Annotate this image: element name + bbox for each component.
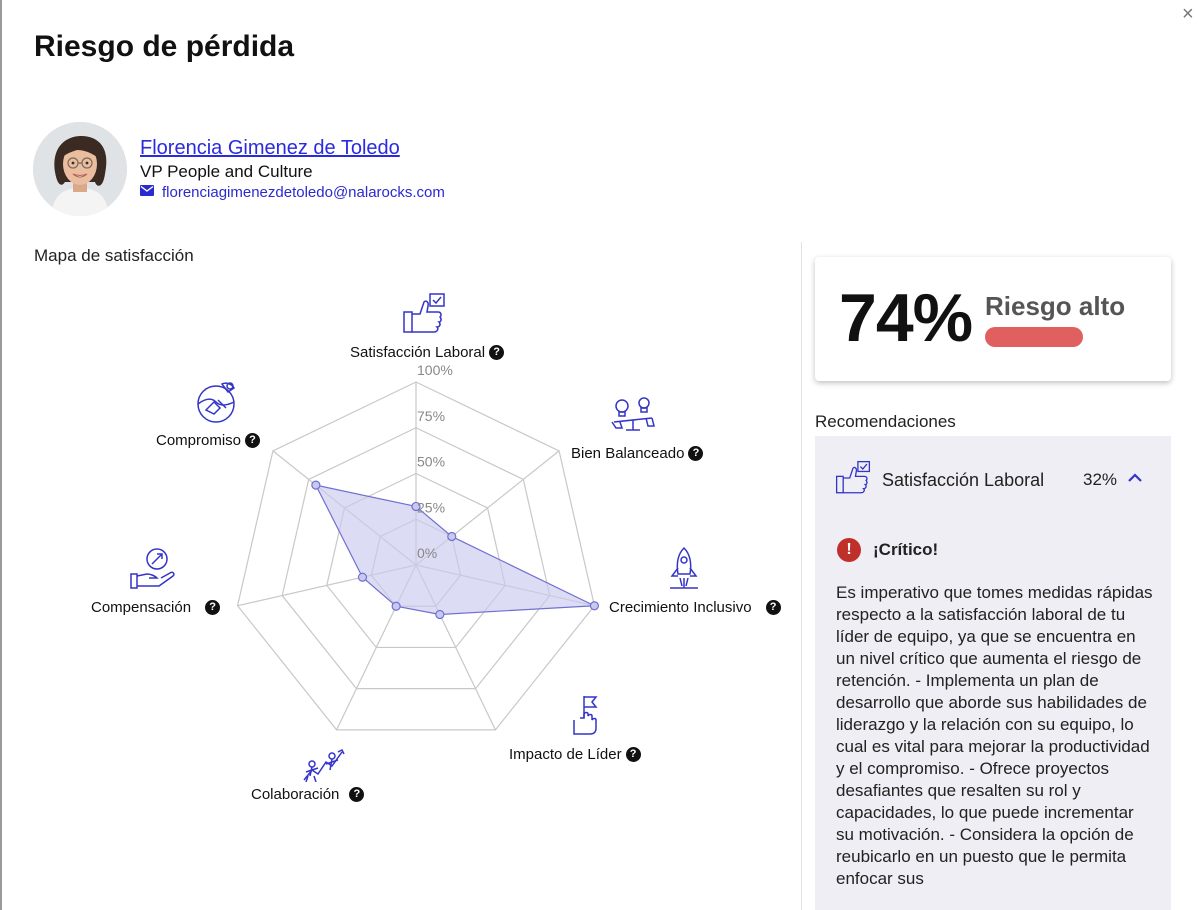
severity-row	[837, 538, 938, 562]
radar-data-point	[448, 532, 456, 540]
hand-flag-icon	[566, 694, 602, 743]
rocket-icon	[668, 546, 700, 595]
radar-scale-label: 100%	[417, 362, 453, 378]
hand-coin-icon	[129, 546, 177, 595]
axis-label-compromiso	[156, 432, 260, 449]
axis-label-text: Compensación	[91, 599, 192, 616]
recommendations-title: Recomendaciones	[815, 412, 956, 431]
radar-data-point	[392, 602, 400, 610]
radar-data-point	[312, 481, 320, 489]
risk-score-card	[815, 257, 1171, 381]
profile-name-link[interactable]: Florencia Gimenez de Toledo	[140, 137, 400, 159]
radar-data-point	[436, 610, 444, 618]
mail-icon	[140, 183, 154, 201]
axis-label-crecimiento-inclusivo	[609, 599, 781, 616]
axis-label-text: Impacto de Líder	[509, 746, 622, 763]
teamwork-climb-icon	[302, 744, 350, 787]
radar-scale-label: 50%	[417, 453, 446, 470]
axis-label-text: Bien Balanceado	[571, 445, 685, 462]
radar-scale-label: 25%	[417, 499, 446, 516]
help-icon[interactable]: ?	[349, 787, 364, 802]
help-icon[interactable]: ?	[688, 446, 703, 461]
profile-email: florenciagimenezdetoledo@nalarocks.com	[162, 183, 445, 201]
radar-data-area	[316, 485, 595, 614]
axis-label-text: Compromiso	[156, 432, 242, 449]
recommendation-category: Satisfacción Laboral	[882, 470, 1045, 490]
axis-label-satisfaccion-laboral	[350, 344, 504, 361]
profile-email-link[interactable]	[140, 183, 445, 201]
recommendation-panel	[815, 436, 1171, 910]
axis-label-bien-balanceado	[571, 445, 703, 462]
panel-divider	[801, 242, 802, 910]
help-icon[interactable]: ?	[205, 600, 220, 615]
close-icon[interactable]: ×	[1182, 3, 1194, 25]
axis-label-text: Satisfacción Laboral	[350, 344, 486, 361]
axis-label-text: Crecimiento Inclusivo	[609, 599, 752, 616]
recommendation-percent: 32%	[1083, 470, 1118, 489]
axis-label-compensacion	[91, 599, 220, 616]
profile-role: VP People and Culture	[140, 162, 313, 181]
radar-scale-label: 0%	[417, 545, 438, 561]
axis-label-colaboracion	[251, 786, 364, 803]
avatar	[33, 122, 127, 216]
modal-title: Riesgo de pérdida	[34, 30, 295, 63]
thumbs-up-check-icon	[402, 292, 446, 341]
risk-level-label: Riesgo alto	[985, 291, 1126, 321]
lightbulb-balance-icon	[608, 394, 656, 439]
axis-label-impacto-de-lider	[509, 746, 641, 763]
alert-icon: !	[837, 538, 861, 562]
help-icon[interactable]: ?	[489, 345, 504, 360]
risk-level-bar	[985, 327, 1083, 347]
help-icon[interactable]: ?	[245, 433, 260, 448]
satisfaction-map-label: Mapa de satisfacción	[34, 246, 194, 265]
recommendation-text: Es imperativo que tomes medidas rápidas respecto a la satisfacción laboral de tu líder de equipo, ya que se encuentra en un nivel crítico que aumenta el riesgo de retención. - Implementa un plan de desarrollo que aborde sus habilidades de liderazgo y la relación con su equipo, lo cual es vital para mejorar la productividad y el compromiso. - Ofrece proyectos desafiantes que resalten su rol y capacidades, lo que puede incrementar su motivación. - Considera la opción de reubicarlo en un puesto que le permita enfocar sus	[836, 583, 1153, 888]
thumbs-up-check-icon	[835, 460, 871, 501]
radar-scale-label: 75%	[417, 407, 446, 424]
handshake-globe-icon	[192, 380, 240, 429]
severity-label: ¡Crítico!	[873, 540, 939, 559]
help-icon[interactable]: ?	[626, 747, 641, 762]
help-icon[interactable]: ?	[766, 600, 781, 615]
radar-data-point	[590, 602, 598, 610]
radar-data-point	[358, 573, 366, 581]
recommendation-accordion-header[interactable]	[835, 460, 1155, 500]
chevron-up-icon[interactable]	[1125, 468, 1145, 493]
risk-percent: 74%	[839, 280, 973, 356]
axis-label-text: Colaboración	[251, 786, 340, 803]
